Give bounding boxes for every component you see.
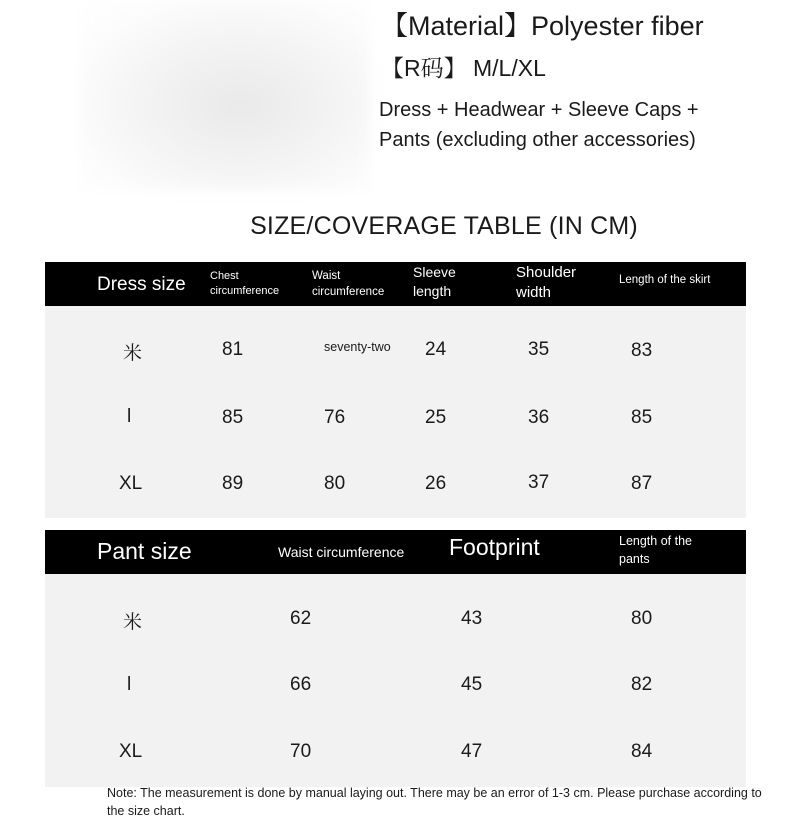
pant-table-body xyxy=(45,574,746,787)
table-cell: 83 xyxy=(631,340,653,361)
header-pant-waist: Waist circumference xyxy=(278,544,405,560)
size-codes-line: 【R码】 M/L/XL xyxy=(381,55,546,81)
table-cell: 82 xyxy=(631,674,653,695)
measurement-note: Note: The measurement is done by manual laying out. There may be an error of 1-3 cm. Please purchase according to the size chart. xyxy=(107,786,762,818)
pant-table-header xyxy=(45,530,746,574)
table-cell: 米 xyxy=(123,611,143,633)
header-pant-size: Pant size xyxy=(97,538,192,564)
header-shoulder: Shoulder width xyxy=(516,264,577,301)
table-cell: 87 xyxy=(631,473,653,494)
table-cell: l xyxy=(127,674,132,695)
table-cell: 35 xyxy=(528,339,550,360)
table-cell: 36 xyxy=(528,407,550,428)
header-waist: Waist circumference xyxy=(312,270,385,298)
table-cell: 80 xyxy=(324,473,346,494)
material-line: 【Material】Polyester fiber xyxy=(381,11,704,41)
table-cell: 26 xyxy=(425,473,447,494)
table-cell: 米 xyxy=(123,342,143,364)
table-cell: 24 xyxy=(425,339,447,360)
table-cell: 85 xyxy=(222,407,244,428)
product-photo xyxy=(80,0,370,190)
table-cell: 85 xyxy=(631,407,653,428)
header-chest: Chest circumference xyxy=(210,270,280,297)
table-cell: 25 xyxy=(425,407,447,428)
table-cell: 84 xyxy=(631,741,653,762)
table-cell: l xyxy=(127,406,132,427)
table-cell: 43 xyxy=(461,608,483,629)
contents-line: Dress + Headwear + Sleeve Caps + Pants (excluding other accessories) xyxy=(379,99,699,151)
table-cell: 81 xyxy=(222,339,244,360)
table-cell: 62 xyxy=(290,608,312,629)
dress-table-header xyxy=(45,262,746,306)
table-cell: 89 xyxy=(222,473,244,494)
table-cell: 47 xyxy=(461,741,483,762)
header-footprint: Footprint xyxy=(449,534,540,560)
header-sleeve: Sleeve length xyxy=(413,264,456,299)
table-cell: 80 xyxy=(631,608,653,629)
dress-table-body xyxy=(45,306,746,518)
table-cell: 66 xyxy=(290,674,312,695)
table-title: SIZE/COVERAGE TABLE (IN CM) xyxy=(250,212,638,240)
table-cell: XL xyxy=(119,473,143,494)
header-pant-length: Length of the pants xyxy=(619,534,692,566)
table-cell: seventy-two xyxy=(324,340,391,354)
header-dress-size: Dress size xyxy=(97,274,186,295)
table-cell: 70 xyxy=(290,741,312,762)
table-cell: 45 xyxy=(461,674,483,695)
header-skirt: Length of the skirt xyxy=(619,274,711,286)
table-cell: XL xyxy=(119,741,143,762)
table-cell: 76 xyxy=(324,407,346,428)
table-cell: 37 xyxy=(528,472,550,493)
